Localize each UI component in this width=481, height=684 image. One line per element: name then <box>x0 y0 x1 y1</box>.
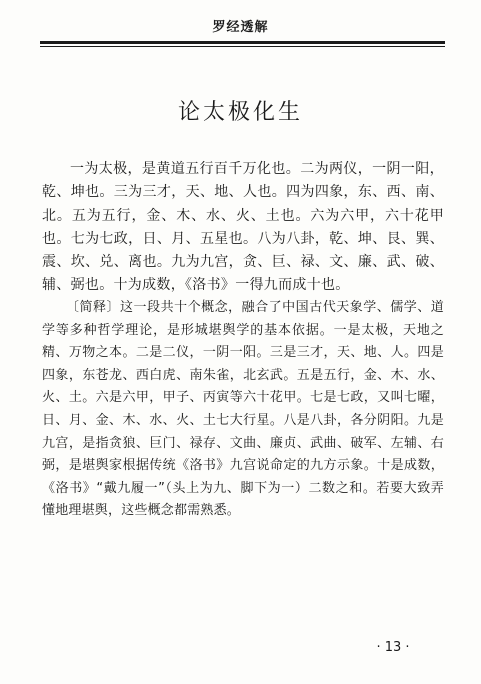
commentary-paragraph: 〔简释〕这一段共十个概念，融合了中国古代天象学、儒学、道学等多种哲学理论，是形城堪舆学的基本依据。一是太极，天地之精、万物之本。二是二仪，一阴一阳。三是三才，天、地、人。四是四象，东苍龙、西白虎、南朱雀，北玄武。五是五行，金、木、水、火、土。六是六甲，甲子、丙寅等六十花甲。七是七政，又叫七曜，日、月、金、木、水、火、土七大行星。八是八卦，各分阴阳。九是九宫，是指贪狼、巨门、禄存、文曲、廉贞、武曲、破军、左辅、右弼，是堪舆家根据传统《洛书》九宫说命定的九方示象。十是成数，《洛书》“戴九履一”（头上为九、脚下为一）二数之和。若要大致弄懂地理堪舆，这些概念都需熟悉。 <box>42 300 444 519</box>
running-head-title: 罗经透解 <box>212 20 269 35</box>
main-text-paragraph: 一为太极，是黄道五行百千万化也。二为两仪，一阴一阳，乾、坤也。三为三才，天、地、人也。四为四象，东、西、南、北。五为五行，金、木、水、火、土也。六为六甲，六十花甲也。七为七政，日、月、五星也。八为八卦，乾、坤、艮、巽、震、坎、兑、离也。九为九宫，贪、巨、禄、文、廉、武、破、辅、弼也。十为成数，《洛书》一得九而成十也。 <box>42 161 444 294</box>
header-rule-thin <box>40 46 445 47</box>
page-number: · 13 · <box>376 640 410 655</box>
section-title: 论太极化生 <box>177 100 303 125</box>
header-rule-thick <box>40 41 445 44</box>
